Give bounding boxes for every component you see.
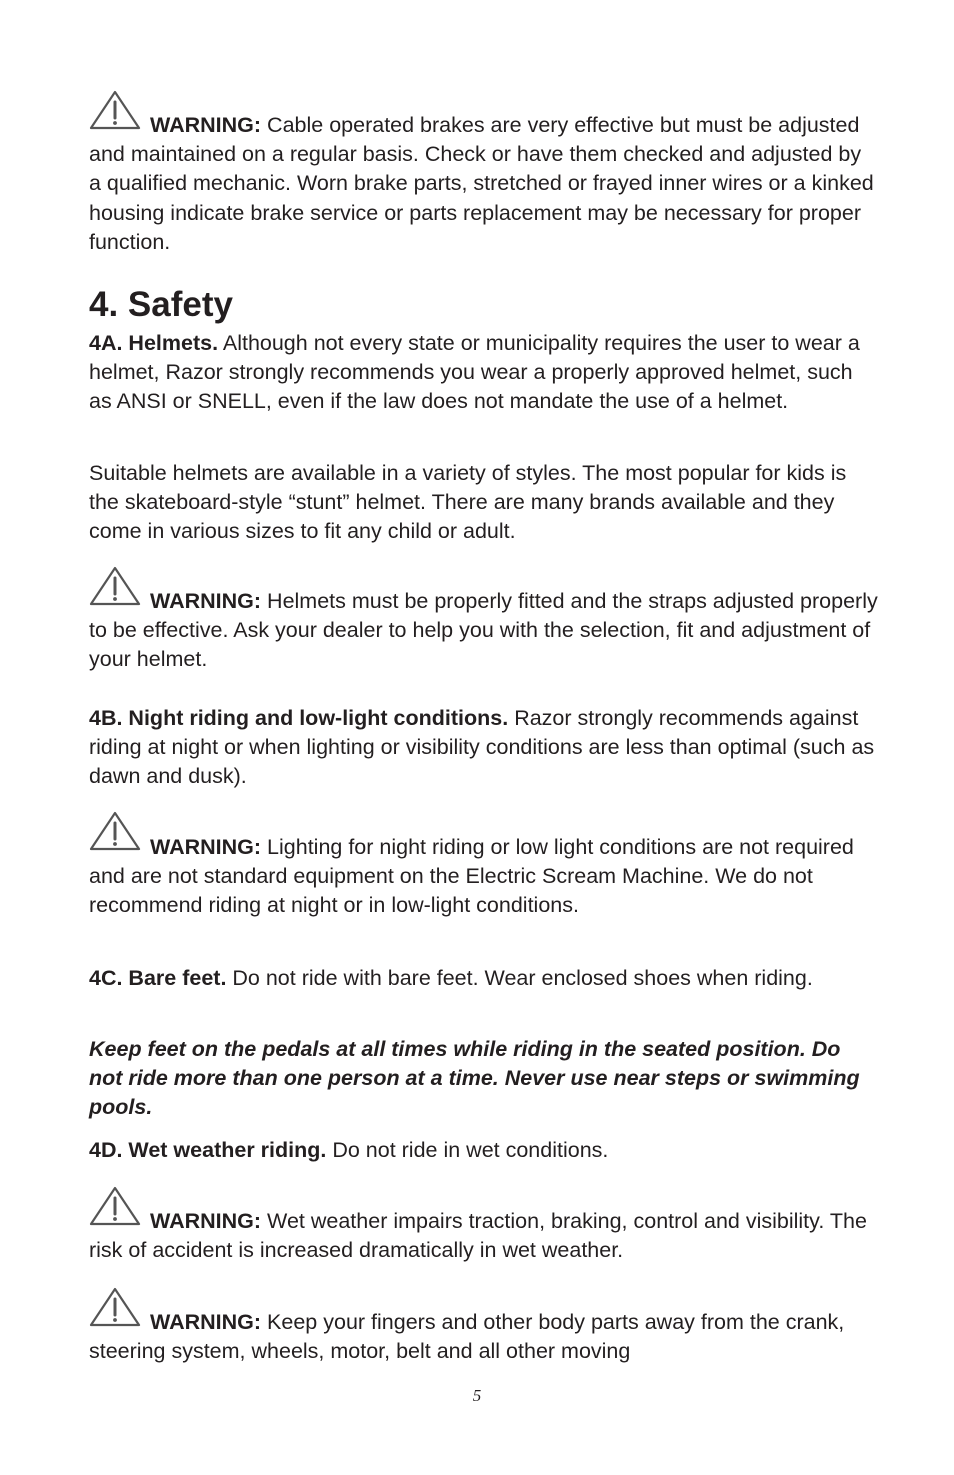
night-riding-label: 4B. Night riding and low-light conditions.: [89, 706, 509, 730]
warning-brakes: [89, 111, 879, 257]
helmets-paragraph: [89, 329, 879, 417]
warning-label: WARNING:: [150, 589, 262, 613]
warning-text: Cable operated brakes are very effective but must be adjusted and maintained on a regular basis. Check or have them checked and adjusted by a qualified mechanic. Worn brake parts, stretched or frayed inner wires or a kinked housing indicate brake service or parts replacement may be necessary for proper function.: [89, 113, 874, 254]
warning-text: Helmets must be properly fitted and the straps adjusted properly to be effective. Ask your dealer to help you with the selection, fit and adjustment of your helmet.: [89, 589, 878, 672]
helmets-paragraph-2: Suitable helmets are available in a variety of styles. The most popular for kids is the skateboard-style “stunt” helmet. There are many brands available and they come in various sizes to fit any child or adult.: [89, 461, 847, 544]
warning-lighting: [89, 833, 879, 921]
warning-helmets: [89, 587, 879, 675]
helmets-text: Although not every state or municipality requires the user to wear a helmet, Razor strongly recommends you wear a properly approved helmet, such as ANSI or SNELL, even if the law does not mandate the use of a helmet.: [89, 331, 860, 414]
wet-weather-paragraph: [89, 1136, 879, 1165]
warning-text: Lighting for night riding or low light conditions are not required and are not standard equipment on the Electric Scream Machine. We do not recommend riding at night or in low-light conditions.: [89, 835, 854, 918]
warning-text: Wet weather impairs traction, braking, control and visibility. The risk of accident is increased dramatically in wet weather.: [89, 1209, 867, 1263]
page-number: 5: [472, 1386, 482, 1405]
warning-wet-weather: [89, 1207, 879, 1265]
warning-label: WARNING:: [150, 835, 262, 859]
wet-weather-label: 4D. Wet weather riding.: [89, 1138, 327, 1162]
wet-weather-text: Do not ride in wet conditions.: [326, 1138, 609, 1162]
warning-label: WARNING:: [150, 113, 262, 137]
emphasis-paragraph: Keep feet on the pedals at all times while riding in the seated position. Do not ride more than one person at a time. Never use near steps or swimming pools.: [89, 1037, 860, 1120]
bare-feet-label: 4C. Bare feet.: [89, 966, 227, 990]
bare-feet-paragraph: [89, 964, 879, 993]
warning-label: WARNING:: [150, 1310, 262, 1334]
warning-body-parts: [89, 1308, 879, 1366]
night-riding-paragraph: [89, 704, 879, 792]
night-riding-text: Razor strongly recommends against riding at night or when lighting or visibility conditions are less than optimal (such as dawn and dusk).: [89, 706, 875, 789]
warning-text: Keep your fingers and other body parts away from the crank, steering system, wheels, motor, belt and all other moving: [89, 1310, 845, 1364]
warning-label: WARNING:: [150, 1209, 262, 1233]
helmets-label: 4A. Helmets.: [89, 331, 219, 355]
section-title: 4. Safety: [89, 285, 233, 324]
bare-feet-text: Do not ride with bare feet. Wear enclosed shoes when riding.: [226, 966, 813, 990]
